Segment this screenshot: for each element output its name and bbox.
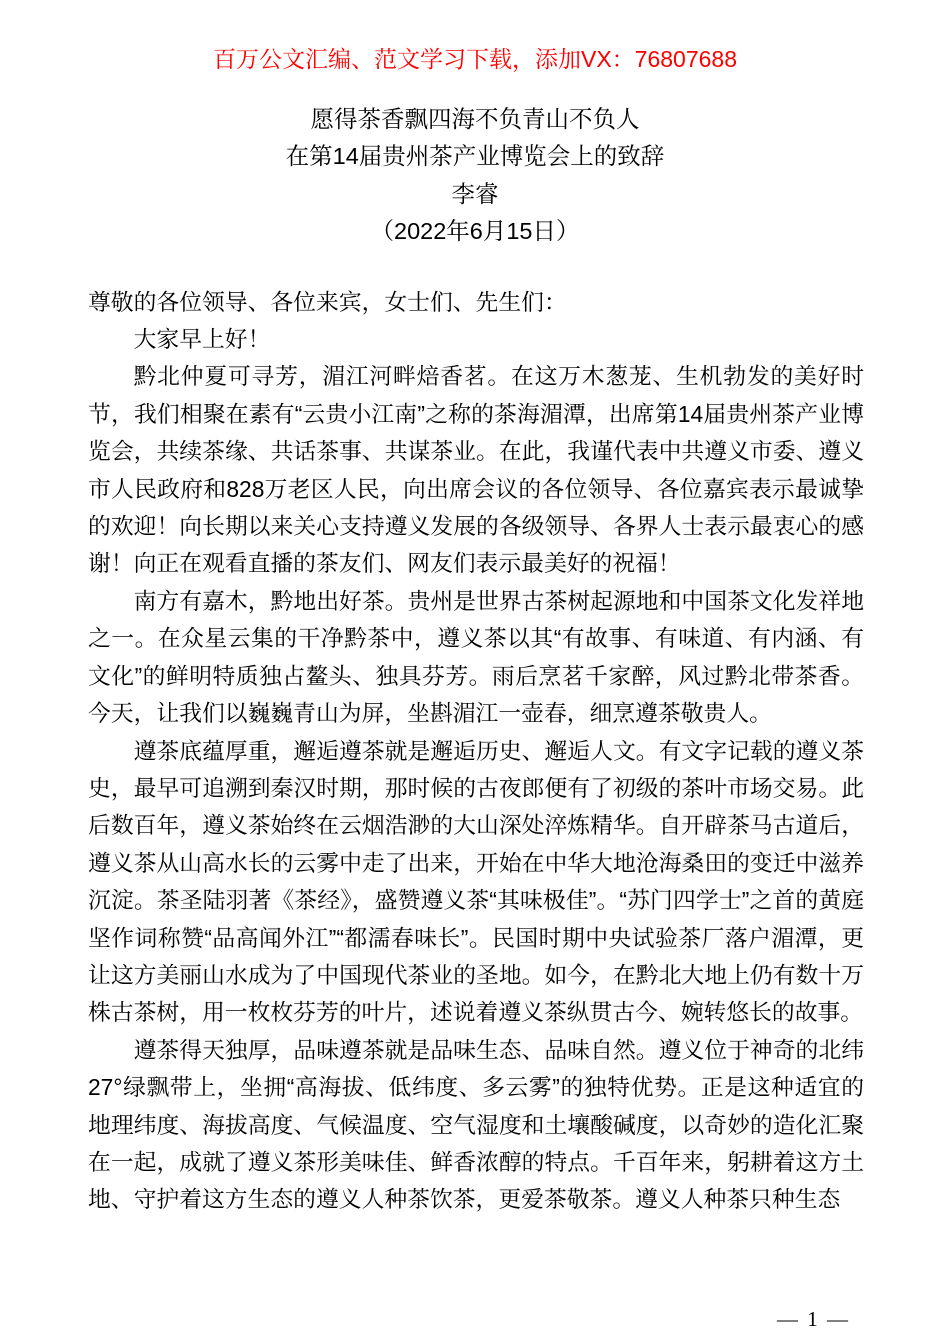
paragraph-tea-history: 遵茶底蕴厚重，邂逅遵茶就是邂逅历史、邂逅人文。有文字记载的遵义茶史，最早可追溯到秦汉时期，那时候的古夜郎便有了初级的茶叶市场交易。此后数百年，遵义茶始终在云烟浩渺的大山深处淬炼精华。自开辟茶马古道后，遵义茶从山高水长的云雾中走了出来，开始在中华大地沧海桑田的变迁中滋养沉淀。茶圣陆羽著《茶经》，盛赞遵义茶“其味极佳”。“苏门四学士”之首的黄庭坚作词称赞“品高闻外江”“都濡春味长”。民国时期中央试验茶厂落户湄潭，更让这方美丽山水成为了中国现代茶业的圣地。如今，在黔北大地上仍有数十万株古茶树，用一枚枚芬芳的叶片，述说着遵义茶纵贯古今、婉转悠长的故事。 [88,737,864,1026]
page-number: — 1 — [777,1307,850,1331]
salutation-line: 尊敬的各位领导、各位来宾，女士们、先生们： [88,288,567,315]
paragraph-welcome: 黔北仲夏可寻芳，湄江河畔焙香茗。在这万木葱茏、生机勃发的美好时节，我们相聚在素有“云贵小江南”之称的茶海湄潭，出席第14届贵州茶产业博览会，共续茶缘、共话茶事、共谋茶业。在此，我谨代表中共遵义市委、遵义市人民政府和828万老区人民，向出席会议的各位领导、各位嘉宾表示最诚挚的欢迎！向长期以来关心支持遵义发展的各级领导、各界人士表示最衷心的感谢！向正在观看直播的茶友们、网友们表示最美好的祝福！ [88,363,864,577]
author-name: 李睿 [451,180,499,207]
title-block [0,101,950,251]
document-subtitle: 在第14届贵州茶产业博览会上的致辞 [285,143,665,170]
document-body [88,284,864,1219]
paragraph-tea-ecology: 遵茶得天独厚，品味遵茶就是品味生态、品味自然。遵义位于神奇的北纬27°绿飘带上，坐拥“高海拔、低纬度、多云雾”的独特优势。正是这种适宜的地理纬度、海拔高度、气候温度、空气湿度和土壤酸碱度，以奇妙的造化汇聚在一起，成就了遵义茶形美味佳、鲜香浓醇的特点。千百年来，躬耕着这方土地、守护着这方生态的遵义人种茶饮茶，更爱茶敬茶。遵义人种茶只种生态 [88,1036,864,1213]
paragraph-greeting: 大家早上好！ [133,326,271,353]
date-line: （2022年6月15日） [370,218,580,245]
document-title: 愿得茶香飘四海不负青山不负人 [310,106,640,132]
paragraph-tea-origin: 南方有嘉木，黔地出好茶。贵州是世界古茶树起源地和中国茶文化发祥地之一。在众星云集的干净黔茶中，遵义茶以其“有故事、有味道、有内涵、有文化”的鲜明特质独占鳌头、独具芬芳。雨后烹茗千家醉，风过黔北带茶香。今天，让我们以巍巍青山为屏，坐斟湄江一壶春，细烹遵茶敬贵人。 [88,587,864,727]
header-watermark-notice: 百万公文汇编、范文学习下载，添加VX：76807688 [212,46,737,72]
